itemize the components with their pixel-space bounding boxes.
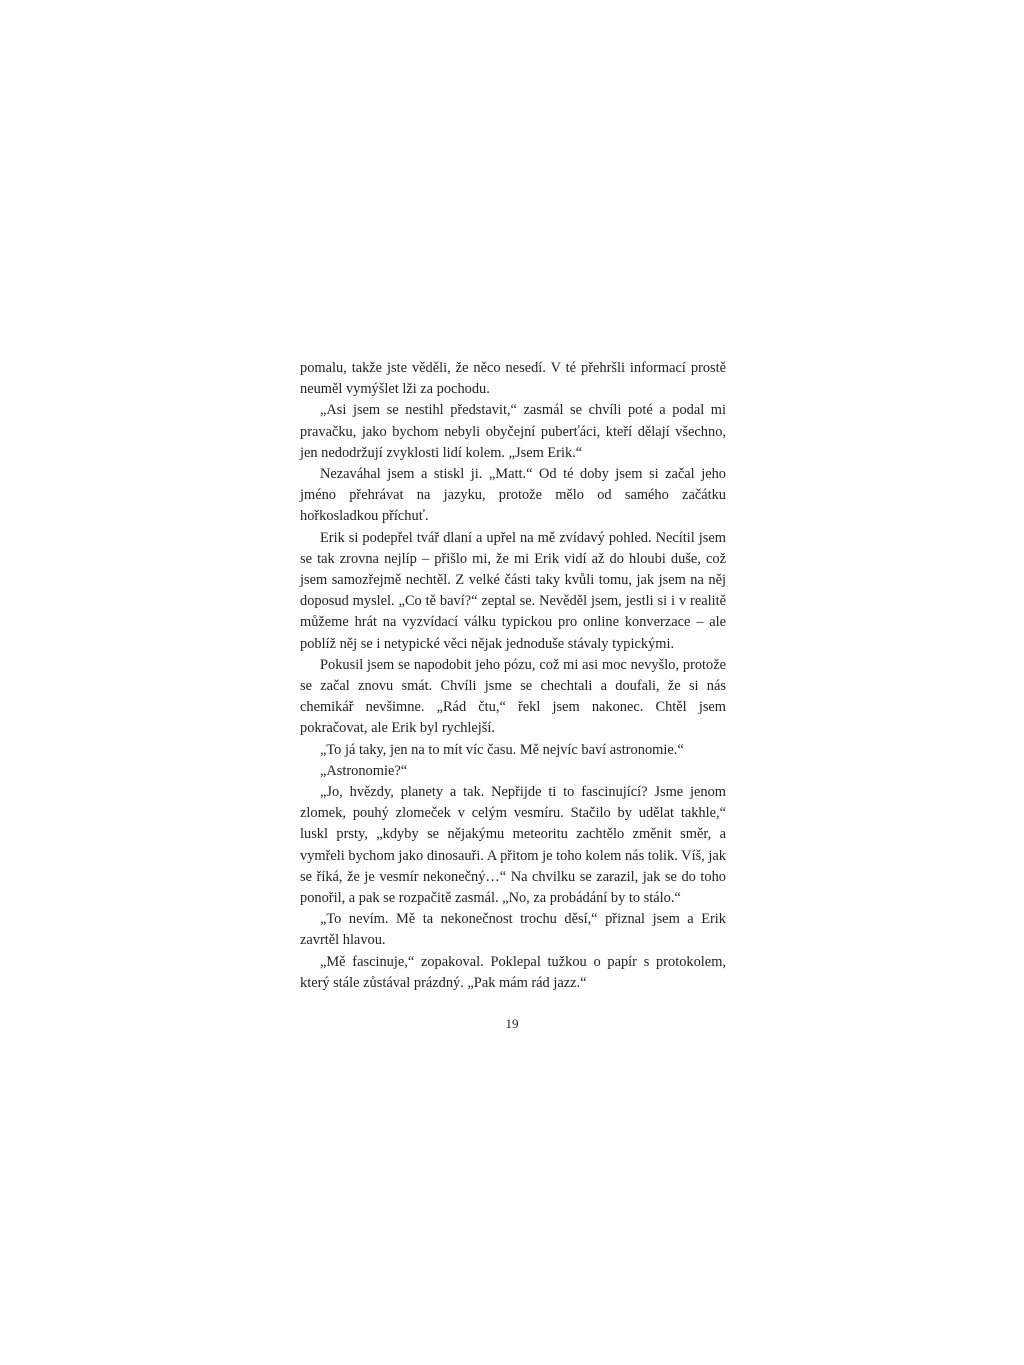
paragraph: Nezaváhal jsem a stiskl ji. „Matt.“ Od té doby jsem si začal jeho jméno přehrávat na jazyku, protože mělo od samého začátku hořkosladkou příchuť.: [300, 466, 726, 525]
paragraph: „Astronomie?“: [320, 762, 408, 779]
paragraph: „Mě fascinuje,“ zopakoval. Poklepal tužkou o papír s protokolem, který stále zůstával prázdný. „Pak mám rád jazz.“: [300, 953, 726, 991]
paragraph: Erik si podepřel tvář dlaní a upřel na mě zvídavý pohled. Necítil jsem se tak zrovna nejlíp – přišlo mi, že mi Erik vidí až do hloubi duše, což jsem samozřejmě nechtěl. Z velké části taky kvůli tomu, jak jsem na něj doposud myslel. „Co tě baví?“ zeptal se. Nevěděl jsem, jestli si i v realitě můžeme hrát na vyzvídací válku typickou pro online konverzace – ale poblíž něj se i netypické věci nějak jednoduše stávaly typickými.: [300, 529, 726, 652]
paragraph: „To nevím. Mě ta nekonečnost trochu děsí,“ přiznal jsem a Erik zavrtěl hlavou.: [300, 911, 726, 949]
page-number: 19: [505, 1016, 519, 1031]
body-text: [300, 358, 726, 994]
paragraph: „To já taky, jen na to mít víc času. Mě nejvíc baví astronomie.“: [320, 741, 684, 758]
paragraph: pomalu, takže jste věděli, že něco nesedí. V té přehršli informací prostě neuměl vymýšlet lži za pochodu.: [300, 360, 726, 398]
paragraph: „Jo, hvězdy, planety a tak. Nepřijde ti to fascinující? Jsme jenom zlomek, pouhý zlomeček v celým vesmíru. Stačilo by udělat takhle,“ luskl prsty, „kdyby se nějakýmu meteoritu zachtělo změnit směr, a vymřeli bychom jako dinosauři. A přitom je toho kolem nás tolik. Víš, jak se říká, že je vesmír nekonečný…“ Na chvilku se zarazil, jak se do toho ponořil, a pak se rozpačitě zasmál. „No, za probádání by to stálo.“: [300, 784, 726, 907]
paragraph: Pokusil jsem se napodobit jeho pózu, což mi asi moc nevyšlo, protože se začal znovu smát. Chvíli jsme se chechtali a doufali, že si nás chemikář nevšimne. „Rád čtu,“ řekl jsem nakonec. Chtěl jsem pokračovat, ale Erik byl rychlejší.: [300, 656, 726, 737]
paragraph: „Asi jsem se nestihl představit,“ zasmál se chvíli poté a podal mi pravačku, jako bychom nebyli obyčejní puberťáci, kteří dělají všechno, jen nedodržují zvyklosti lidí kolem. „Jsem Erik.“: [300, 402, 726, 461]
